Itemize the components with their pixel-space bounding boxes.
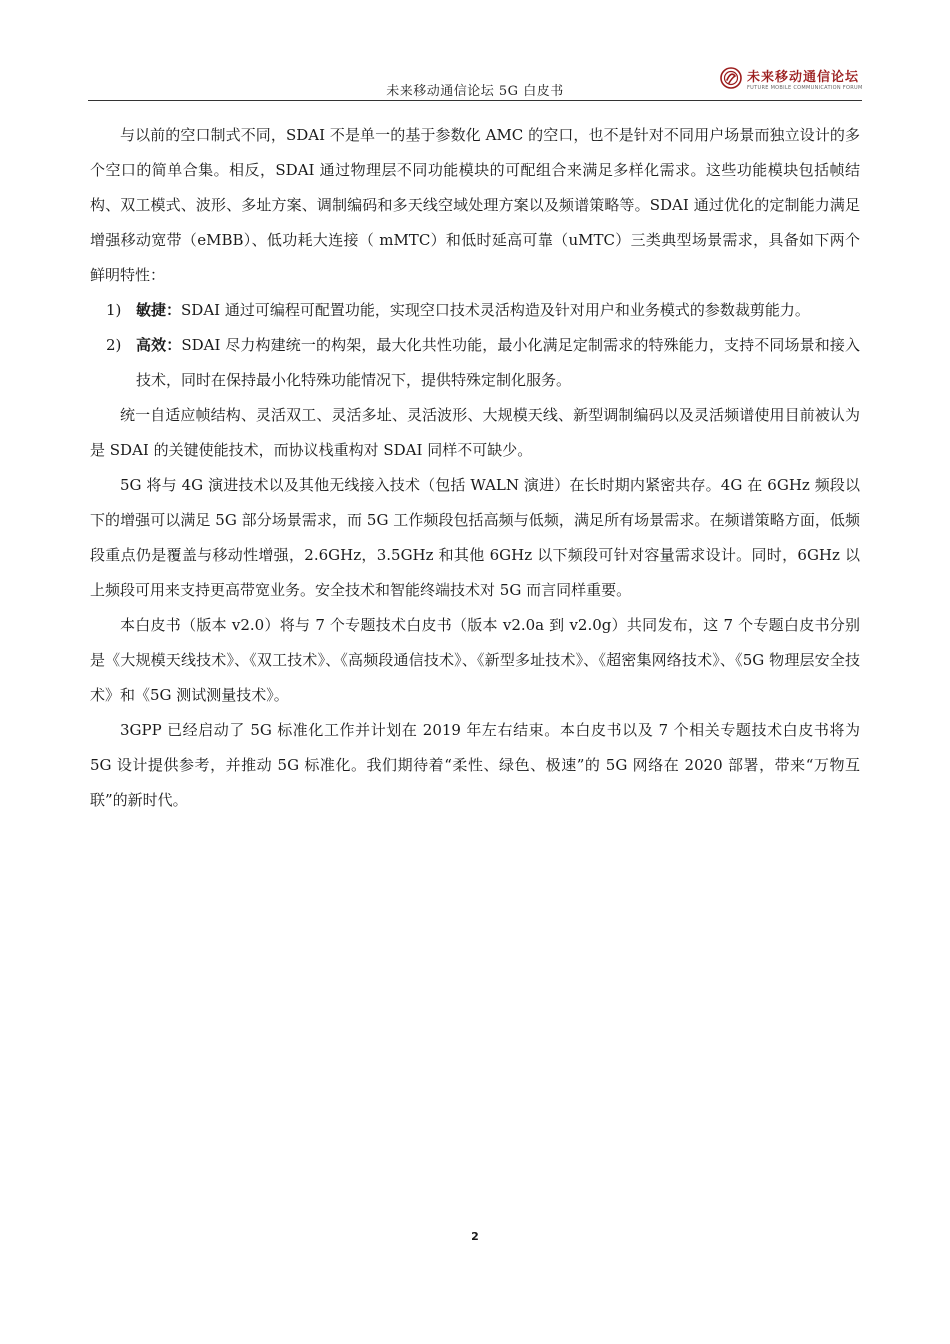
forum-logo <box>720 65 863 97</box>
paragraph-whitepapers: 本白皮书（版本 v2.0）将与 7 个专题技术白皮书（版本 v2.0a 到 v2.0g）共同发布，这 7 个专题白皮书分别是《大规模天线技术》、《双工技术》、《高频段通信技术》、《新型多址技术》、《超密集网络技术》、《5G 物理层安全技术》和《5G 测试测量技术》。 <box>90 616 860 704</box>
paragraph-standardization: 3GPP 已经启动了 5G 标准化工作并计划在 2019 年左右结束。本白皮书以及 7 个相关专题技术白皮书将为 5G 设计提供参考，并推动 5G 标准化。我们期待着“柔性、绿色、极速”的 5G 网络在 2020 部署，带来“万物互联”的新时代。 <box>90 721 860 809</box>
paragraph-coexistence: 5G 将与 4G 演进技术以及其他无线接入技术（包括 WALN 演进）在长时期内紧密共存。4G 在 6GHz 频段以下的增强可以满足 5G 部分场景需求，而 5G 工作频段包括高频与低频，满足所有场景需求。在频谱策略方面，低频段重点仍是覆盖与移动性增强，2.6GHz，3.5GHz 和其他 6GHz 以下频段可针对容量需求设计。同时，6GHz 以上频段可用来支持更高带宽业务。安全技术和智能终端技术对 5G 而言同样重要。 <box>90 476 860 599</box>
paragraph-key-technologies: 统一自适应帧结构、灵活双工、灵活多址、灵活波形、大规模天线、新型调制编码以及灵活频谱使用目前被认为是 SDAI 的关键使能技术，而协议栈重构对 SDAI 同样不可缺少。 <box>90 406 860 459</box>
logo-text-cn: 未来移动通信论坛 <box>747 70 860 85</box>
header-title: 未来移动通信论坛 5G 白皮书 <box>386 84 564 99</box>
list-number: 1) <box>106 301 122 319</box>
list-text: SDAI 通过可编程可配置功能，实现空口技术灵活构造及针对用户和业务模式的参数裁剪能力。 <box>181 301 810 319</box>
document-body <box>90 118 860 818</box>
page-header <box>88 62 862 101</box>
list-text: SDAI 尽力构建统一的构架，最大化共性功能，最小化满足定制需求的特殊能力，支持不同场景和接入技术，同时在保持最小化特殊功能情况下，提供特殊定制化服务。 <box>136 336 860 389</box>
list-item-agile <box>90 293 860 328</box>
list-term: 敏捷： <box>136 301 182 319</box>
list-number: 2) <box>106 336 122 354</box>
list-term: 高效： <box>136 336 182 354</box>
list-item-efficient <box>90 328 860 398</box>
forum-logo-icon <box>720 67 742 89</box>
logo-text-en: FUTURE MOBILE COMMUNICATION FORUM <box>747 85 863 91</box>
page-number: 2 <box>471 1230 479 1243</box>
paragraph-sdai-intro: 与以前的空口制式不同，SDAI 不是单一的基于参数化 AMC 的空口，也不是针对不同用户场景而独立设计的多个空口的简单合集。相反，SDAI 通过物理层不同功能模块的可配组合来满足多样化需求。这些功能模块包括帧结构、双工模式、波形、多址方案、调制编码和多天线空域处理方案以及频谱策略等。SDAI 通过优化的定制能力满足增强移动宽带（eMBB）、低功耗大连接（ mMTC）和低时延高可靠（uMTC）三类典型场景需求，具备如下两个鲜明特性： <box>90 126 860 284</box>
